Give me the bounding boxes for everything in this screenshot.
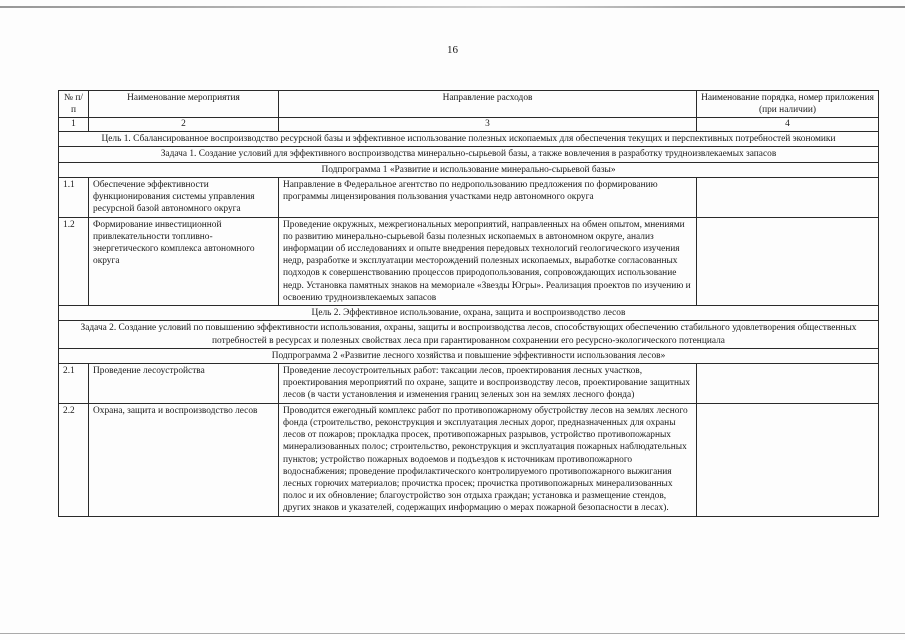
- row-order: [697, 177, 879, 217]
- row-order: [697, 403, 879, 516]
- subprogram-row: [59, 162, 879, 177]
- subprogram-2: Подпрограмма 2 «Развитие лесного хозяйства и повышение эффективности использования лесов»: [59, 348, 879, 363]
- table-row: [59, 217, 879, 306]
- task-row: [59, 147, 879, 162]
- row-name: Формирование инвестиционной привлекательности топливно-энергетического комплекса автономного округа: [89, 217, 279, 306]
- table-row: [59, 403, 879, 516]
- row-num: 2.2: [59, 403, 89, 516]
- header-direction: Направление расходов: [279, 91, 697, 118]
- col-number-1: 1: [59, 118, 89, 132]
- row-direction: Направление в Федеральное агентство по недропользованию предложения по формированию программы лицензирования пользования участками недр автономного округа: [279, 177, 697, 217]
- col-number-4: 4: [697, 118, 879, 132]
- column-number-row: [59, 118, 879, 132]
- row-direction: Проводится ежегодный комплекс работ по противопожарному обустройству лесов на землях лесного фонда (строительство, реконструкция и эксплуатация лесных дорог, предназначенных для охраны лесов от пожаров; прокладка просек, противопожарных разрывов, устройство противопожарных минерализованных полос; строительство, реконструкция и эксплуатация пожарных наблюдательных пунктов; устройство пожарных водоемов и подъездов к источникам противопожарного водоснабжения; проведение профилактического контролируемого противопожарного выжигания лесных горючих материалов; прочистка просек; прочистка противопожарных минерализованных полос и их обновление; благоустройство зон отдыха граждан; установка и размещение стендов, других знаков и указателей, содержащих информацию о мерах пожарной безопасности в лесах).: [279, 403, 697, 516]
- measures-table: [58, 90, 879, 517]
- col-number-3: 3: [279, 118, 697, 132]
- row-num: 2.1: [59, 363, 89, 403]
- table-header-row: [59, 91, 879, 118]
- task-1: Задача 1. Создание условий для эффективного воспроизводства минерально-сырьевой базы, а также вовлечения в разработку трудноизвлекаемых запасов: [59, 147, 879, 162]
- goal-1: Цель 1. Сбалансированное воспроизводство ресурсной базы и эффективное использование полезных ископаемых для обеспечения текущих и перспективных потребностей экономики: [59, 132, 879, 147]
- header-order: Наименование порядка, номер приложения (при наличии): [697, 91, 879, 118]
- page-number: 16: [447, 44, 458, 56]
- row-direction: Проведение лесоустроительных работ: таксации лесов, проектирования лесных участков, проектирования мероприятий по охране, защите и воспроизводству лесов, проектирование защитных лесов (в части установления и изменения границ зеленых зон на землях лесного фонда): [279, 363, 697, 403]
- table-row: [59, 177, 879, 217]
- goal-row: [59, 306, 879, 321]
- row-name: Обеспечение эффективности функционирования системы управления ресурсной базой автономного округа: [89, 177, 279, 217]
- subprogram-1: Подпрограмма 1 «Развитие и использование минерально-сырьевой базы»: [59, 162, 879, 177]
- row-order: [697, 363, 879, 403]
- col-number-2: 2: [89, 118, 279, 132]
- table-row: [59, 363, 879, 403]
- row-name: Проведение лесоустройства: [89, 363, 279, 403]
- task-2: Задача 2. Создание условий по повышению эффективности использования, охраны, защиты и воспроизводства лесов, способствующих обеспечению стабильного удовлетворения общественных потребностей в ресурсах и полезных свойствах леса при гарантированном сохранении его ресурсно-экологического потенциала: [59, 321, 879, 348]
- header-name: Наименование мероприятия: [89, 91, 279, 118]
- row-name: Охрана, защита и воспроизводство лесов: [89, 403, 279, 516]
- task-row: [59, 321, 879, 348]
- goal-row: [59, 132, 879, 147]
- row-num: 1.2: [59, 217, 89, 306]
- row-direction: Проведение окружных, межрегиональных мероприятий, направленных на обмен опытом, мнениями по развитию минерально-сырьевой базы полезных ископаемых в автономном округе, анализ информации об исследованиях и опыте внедрения передовых технологий геологического изучения недр, разработке и эксплуатации месторождений полезных ископаемых, выработке согласованных подходов к совершенствованию процессов природопользования, сопровождающих использование недр. Установка памятных знаков на мемориале «Звезды Югры». Реализация проектов по изучению и освоению трудноизвлекаемых запасов: [279, 217, 697, 306]
- row-order: [697, 217, 879, 306]
- row-num: 1.1: [59, 177, 89, 217]
- goal-2: Цель 2. Эффективное использование, охрана, защита и воспроизводство лесов: [59, 306, 879, 321]
- scan-edge-bottom: [0, 633, 905, 634]
- scan-edge-top: [0, 6, 905, 8]
- subprogram-row: [59, 348, 879, 363]
- header-num: № п/п: [59, 91, 89, 118]
